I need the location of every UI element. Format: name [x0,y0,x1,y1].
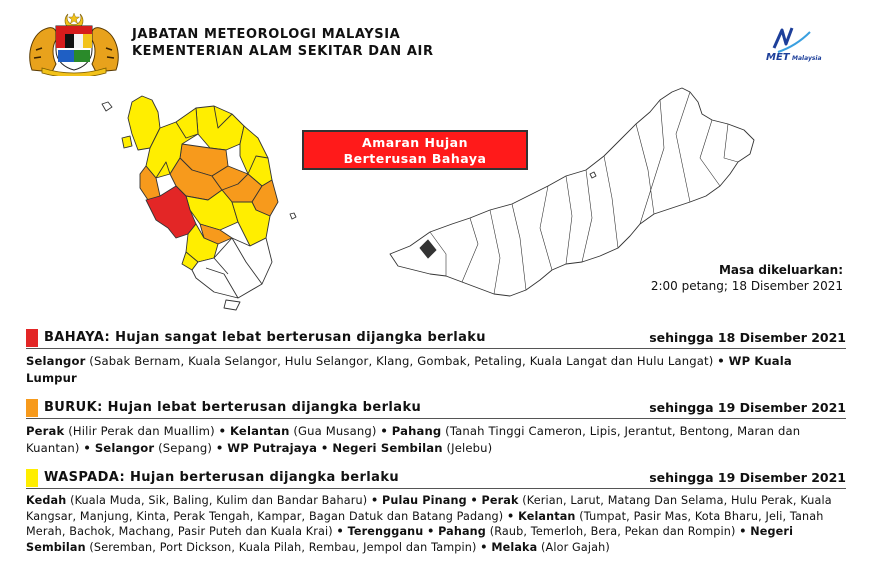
area-state: Negeri Sembilan [332,440,443,455]
issued-value: 2:00 petang; 18 Disember 2021 [650,279,843,293]
agency-line-2: KEMENTERIAN ALAM SEKITAR DAN AIR [132,44,434,59]
section-waspada [26,468,846,555]
bahaya-swatch [26,329,38,347]
area-state: Kelantan [230,424,290,438]
area-state: Selangor [26,354,86,368]
svg-text:MET: MET [766,52,790,62]
warning-title-line-1: Amaran Hujan [362,135,468,150]
section-title: WASPADA: Hujan berterusan dijangka berlaku [44,470,400,485]
area-state: Perak [481,494,519,507]
area-state: Pahang [391,424,442,438]
area-state: Pulau Pinang [382,494,467,507]
section-title: BAHAYA: Hujan sangat lebat berterusan dijangka berlaku [44,330,486,345]
section-header [26,328,846,349]
section-header [26,468,846,489]
warning-title-box [302,130,528,170]
issued-label: Masa dikeluarkan: [718,263,843,277]
section-areas: Selangor (Sabak Bernam, Kuala Selangor, Hulu Selangor, Klang, Gombak, Petaling, Kuala Langat dan Hulu Langat) • WP Kuala Lumpur [26,354,792,385]
section-areas: Kedah (Kuala Muda, Sik, Baling, Kulim dan Bandar Baharu) • Pulau Pinang • Perak (Kerian, Larut, Matang Dan Selama, Hulu Perak, Kuala Kangsar, Manjung, Kinta, Perak Tengah, Kampar, Bagan Datuk dan Batang Padang) • Kelantan (Tumpat, Pasir Mas, Kota Bharu, Jeli, Tanah Merah, Bachok, Machang, Pasir Puteh dan Kuala Krai) • Terengganu • Pahang (Raub, Temerloh, Bera, Pekan dan Rompin) • Negeri Sembilan (Seremban, Port Dickson, Kuala Pilah, Rembau, Jempol dan Tampin) • Melaka (Alor Gajah) [26,494,832,554]
header [0,0,869,80]
area-state: Terengganu [347,525,424,538]
area-state: Kedah [26,494,67,507]
section-areas: Perak (Hilir Perak dan Muallim) • Kelantan (Gua Musang) • Pahang (Tanah Tinggi Cameron, Lipis, Jerantut, Bentong, Maran dan Kuantan) • Selangor (Sepang) • WP Putrajaya • Negeri Sembilan (Jelebu) [26,424,801,455]
area-detail: (Tumpat, Pasir Mas, Kota Bharu, Jeli, Tanah Merah, Bachok, Machang, Pasir Puteh dan Kuala Krai) [26,509,824,538]
area-detail: (Alor Gajah) [541,540,610,554]
area-detail: (Seremban, Port Dickson, Kuala Pilah, Rembau, Jempol dan Tampin) [89,540,477,554]
section-until: sehingga 19 Disember 2021 [649,470,846,485]
svg-text:Malaysia: Malaysia [792,55,822,62]
area-detail: (Hilir Perak dan Muallim) [68,424,215,438]
area-state: WP Putrajaya [227,440,318,455]
area-detail: (Kuala Muda, Sik, Baling, Kulim dan Bandar Baharu) [70,494,368,507]
issued-time [651,262,843,294]
region-penang [122,136,132,148]
warning-title-line-2: Berterusan Bahaya [343,151,487,166]
met-malaysia-logo-icon [752,22,844,62]
area-detail: (Gua Musang) [293,424,377,438]
area-state: Pahang [438,525,486,538]
area-state: Negeri Sembilan [26,525,794,554]
area-detail: (Kerian, Larut, Matang Dan Selama, Hulu Perak, Kuala Kangsar, Manjung, Kinta, Perak Tengah, Kampar, Bagan Datuk dan Batang Padang) [26,494,832,523]
area-detail: (Raub, Temerloh, Bera, Pekan dan Rompin) [489,525,736,538]
coat-of-arms-icon [22,10,126,76]
area-state: Perak [26,424,65,438]
section-until: sehingga 18 Disember 2021 [649,330,846,345]
section-title: BURUK: Hujan lebat berterusan dijangka berlaku [44,400,422,415]
area-detail: (Jelebu) [446,440,493,455]
area-state: Melaka [491,540,538,554]
area-detail: (Sabak Bernam, Kuala Selangor, Hulu Selangor, Klang, Gombak, Petaling, Kuala Langat dan Hulu Langat) [89,354,714,368]
area-state: Kelantan [518,509,576,523]
area-state: WP Kuala Lumpur [26,354,792,385]
section-bahaya [26,328,846,386]
area-state: Selangor [94,440,155,455]
waspada-swatch [26,469,38,487]
agency-name [132,26,434,60]
region-kelantan [196,106,244,150]
buruk-swatch [26,399,38,417]
section-header [26,398,846,419]
agency-line-1: JABATAN METEOROLOGI MALAYSIA [132,27,401,42]
section-buruk [26,398,846,456]
area-detail: (Sepang) [158,440,213,455]
section-until: sehingga 19 Disember 2021 [649,400,846,415]
area-detail: (Tanah Tinggi Cameron, Lipis, Jerantut, Bentong, Maran dan Kuantan) [26,424,801,455]
